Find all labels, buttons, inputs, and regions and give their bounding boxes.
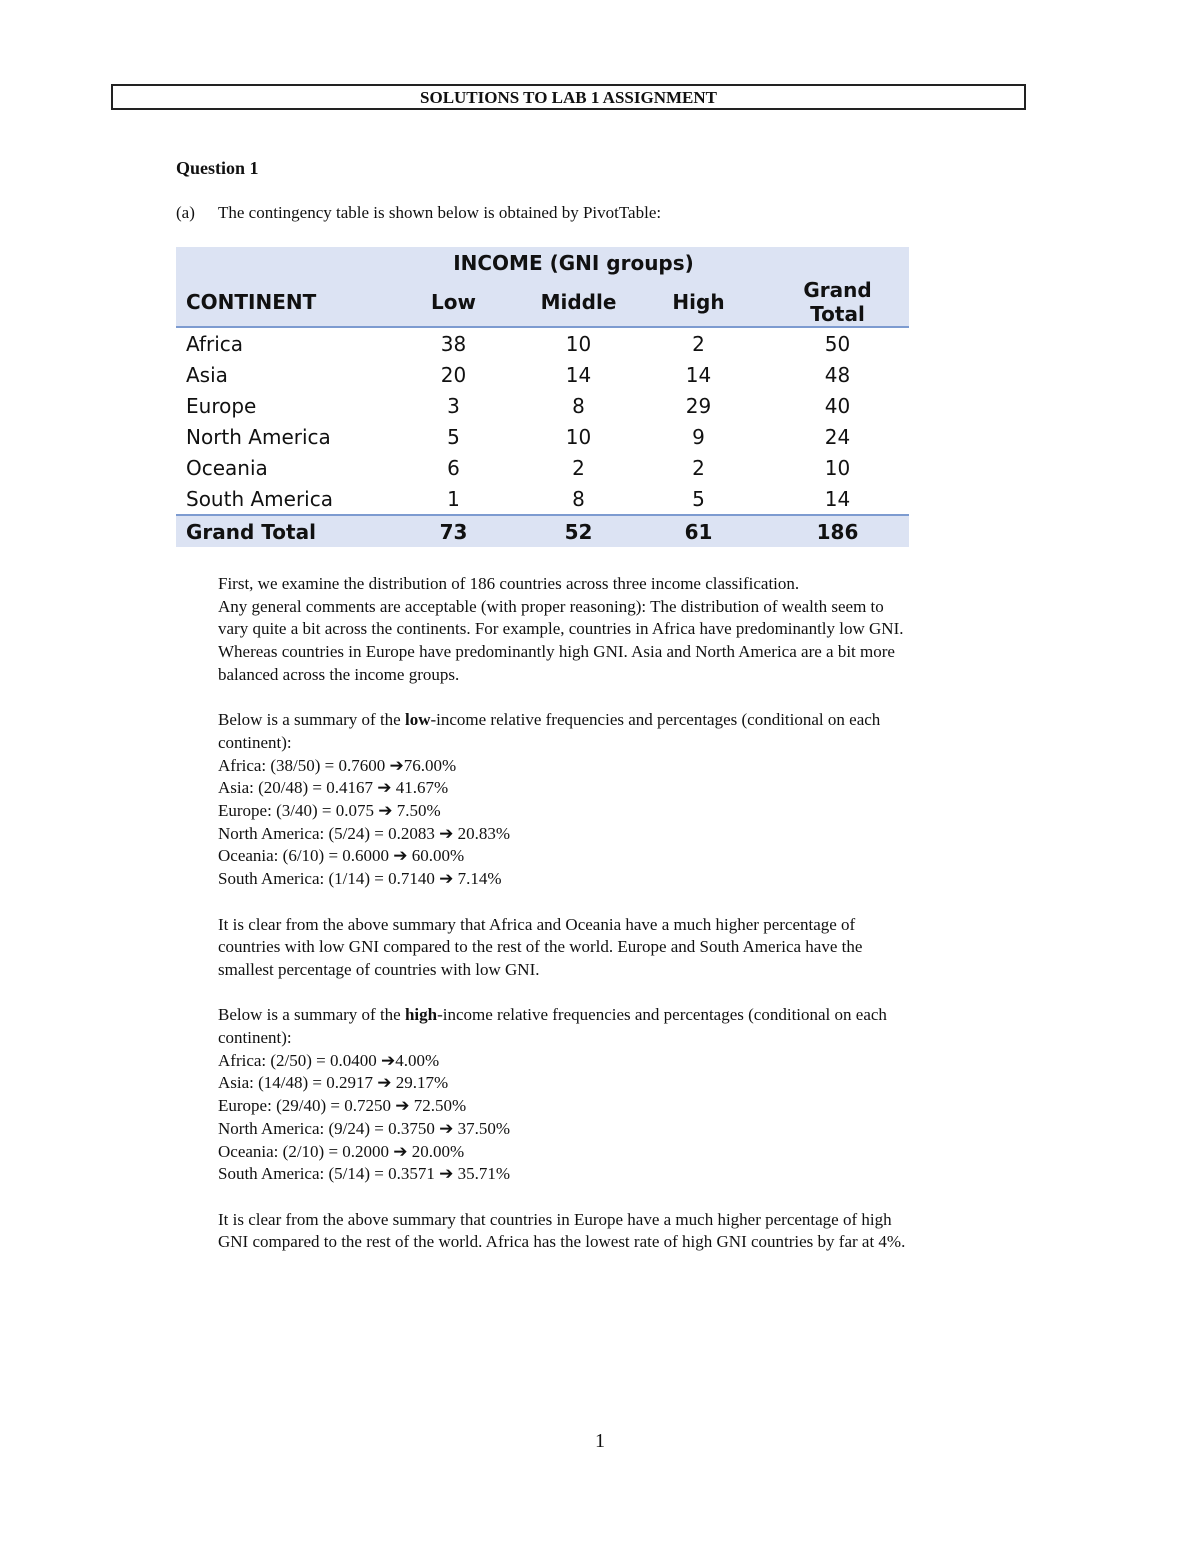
cell: 186 — [766, 515, 909, 547]
text-line: It is clear from the above summary that countries in Europe have a much higher percentage of high — [218, 1209, 892, 1229]
table-row — [176, 390, 909, 421]
question-heading: Question 1 — [176, 158, 259, 178]
row-label: North America — [186, 424, 331, 449]
low-income-item: South America: (1/14) = 0.7140 ➔ 7.14% — [218, 869, 502, 889]
cell: 61 — [631, 515, 766, 547]
cell: 14 — [685, 362, 712, 387]
high-income-item: South America: (5/14) = 0.3571 ➔ 35.71% — [218, 1164, 511, 1184]
cell: 48 — [824, 362, 851, 387]
cell: 29 — [685, 393, 712, 418]
row-label: Asia — [186, 362, 228, 387]
column-header: CONTINENT — [176, 278, 381, 327]
page-number: 1 — [595, 1430, 605, 1452]
text-line: GNI compared to the rest of the world. Africa has the lowest rate of high GNI countries by far at 4%. — [218, 1232, 906, 1252]
text-line: countries with low GNI compared to the rest of the world. Europe and South America have the — [218, 937, 863, 957]
cell: 3 — [447, 393, 460, 418]
text-line: continent): — [218, 1028, 292, 1048]
low-income-item: North America: (5/24) = 0.2083 ➔ 20.83% — [218, 823, 511, 843]
row-label: Grand Total — [176, 515, 381, 547]
cell: 5 — [692, 486, 705, 511]
income-group-header: INCOME (GNI groups) — [381, 247, 766, 278]
table-row — [176, 421, 909, 452]
cell: 40 — [824, 393, 851, 418]
cell: 10 — [565, 331, 592, 356]
part-a-intro — [176, 203, 661, 223]
cell: 2 — [692, 455, 705, 480]
part-text: The contingency table is shown below is obtained by PivotTable: — [218, 203, 662, 222]
high-income-intro: Below is a summary of the high-income relative frequencies and percentages (conditional on each — [218, 1005, 887, 1025]
high-income-item: Oceania: (2/10) = 0.2000 ➔ 20.00% — [218, 1141, 465, 1161]
cell: 52 — [526, 515, 631, 547]
cell: 24 — [824, 424, 851, 449]
table-row — [176, 483, 909, 515]
low-income-item: Oceania: (6/10) = 0.6000 ➔ 60.00% — [218, 846, 465, 866]
table-group-header-row — [176, 247, 909, 278]
cell: 6 — [447, 455, 460, 480]
cell: 14 — [824, 486, 851, 511]
cell: 10 — [565, 424, 592, 449]
text-line: First, we examine the distribution of 186 countries across three income classification. — [218, 574, 800, 593]
text-line: vary quite a bit across the continents. For example, countries in Africa have predominantly low GNI. — [218, 619, 904, 639]
column-header: Middle — [526, 278, 631, 327]
text-line: It is clear from the above summary that Africa and Oceania have a much higher percentage of — [218, 914, 856, 934]
document-title: SOLUTIONS TO LAB 1 ASSIGNMENT — [111, 84, 1026, 110]
table-row — [176, 327, 909, 359]
part-label: (a) — [176, 203, 195, 222]
table-row — [176, 452, 909, 483]
high-income-item: North America: (9/24) = 0.3750 ➔ 37.50% — [218, 1118, 511, 1138]
cell: 73 — [381, 515, 526, 547]
cell: 2 — [572, 455, 585, 480]
row-label: South America — [186, 486, 333, 511]
cell: 50 — [824, 331, 851, 356]
row-label: Africa — [186, 331, 244, 356]
table-row — [176, 359, 909, 390]
low-income-item: Africa: (38/50) = 0.7600 ➔76.00% — [218, 755, 457, 775]
table-column-header-row — [176, 278, 909, 327]
cell: 14 — [565, 362, 592, 387]
text-line: continent): — [218, 732, 292, 752]
cell: 1 — [447, 486, 460, 511]
text-line: Any general comments are acceptable (with proper reasoning): The distribution of wealth seem to — [218, 596, 884, 616]
row-label: Oceania — [186, 455, 268, 480]
cell: 5 — [447, 424, 460, 449]
cell: 20 — [440, 362, 467, 387]
cell: 10 — [824, 455, 851, 480]
cell: 8 — [572, 393, 585, 418]
high-income-item: Africa: (2/50) = 0.0400 ➔4.00% — [218, 1050, 440, 1070]
low-income-item: Europe: (3/40) = 0.075 ➔ 7.50% — [218, 801, 441, 821]
column-header: Grand Total — [766, 278, 909, 327]
high-income-item: Asia: (14/48) = 0.2917 ➔ 29.17% — [218, 1073, 449, 1093]
cell: 38 — [440, 331, 467, 356]
text-line: Whereas countries in Europe have predominantly high GNI. Asia and North America are a bit more — [218, 642, 895, 662]
cell: 9 — [692, 424, 705, 449]
text-line: balanced across the income groups. — [218, 664, 460, 684]
low-income-intro: Below is a summary of the low-income relative frequencies and percentages (conditional on each — [218, 710, 881, 730]
cell: 8 — [572, 486, 585, 511]
contingency-table — [176, 247, 909, 547]
column-header: High — [631, 278, 766, 327]
row-label: Europe — [186, 393, 257, 418]
solution-body — [218, 573, 1018, 1254]
cell: 2 — [692, 331, 705, 356]
high-income-item: Europe: (29/40) = 0.7250 ➔ 72.50% — [218, 1096, 467, 1116]
column-header: Low — [381, 278, 526, 327]
grand-total-row — [176, 515, 909, 547]
low-income-item: Asia: (20/48) = 0.4167 ➔ 41.67% — [218, 778, 449, 798]
text-line: smallest percentage of countries with low GNI. — [218, 959, 540, 979]
